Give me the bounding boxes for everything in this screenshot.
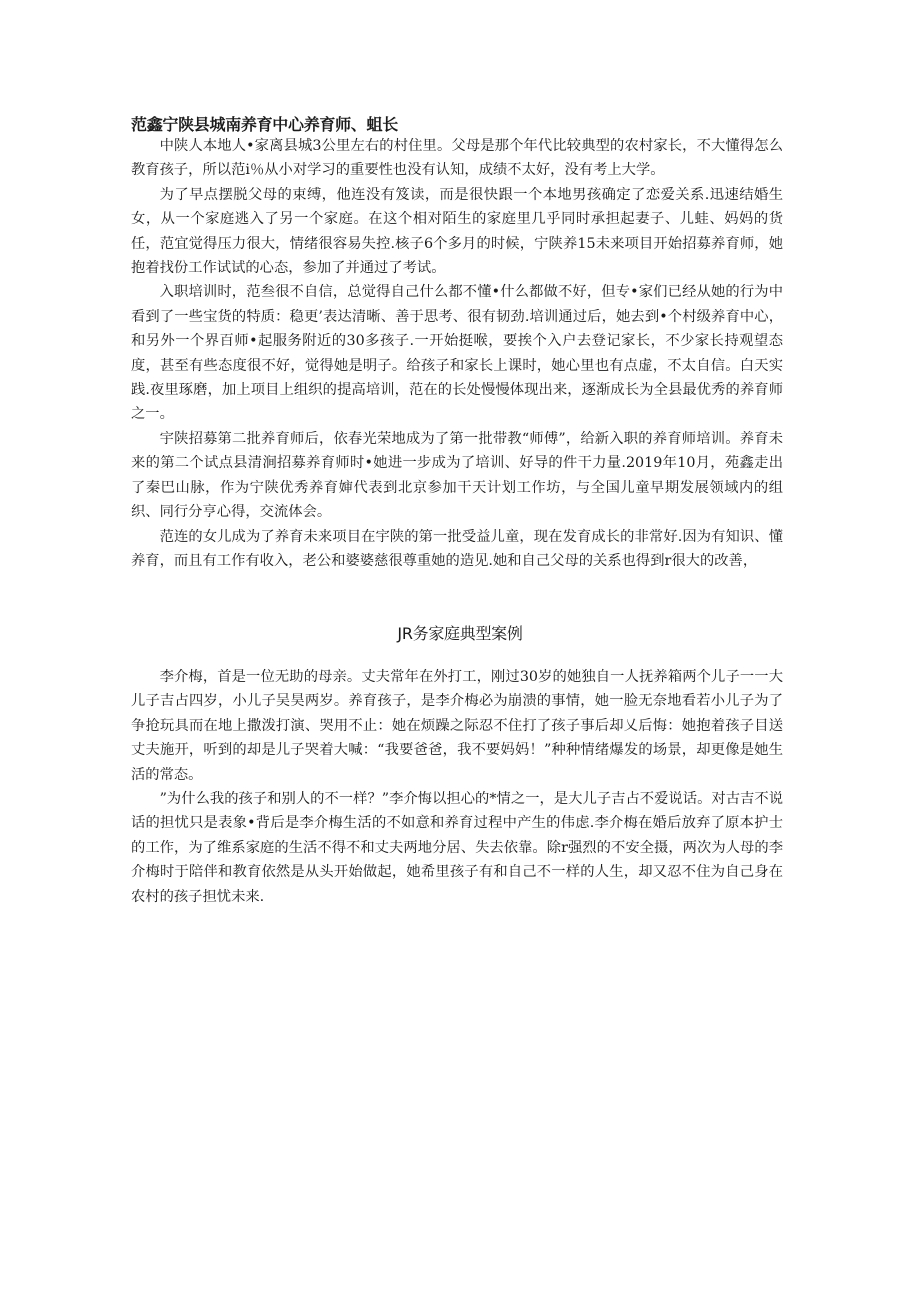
profile-body — [131, 134, 783, 573]
case-section-title: JR务家庭典型案例 — [397, 624, 523, 643]
profile-paragraph-training: 入职培训时，范叁很不自信，总觉得自己什么都不懂•什么都做不好，但专•家们已经从她的行为中看到了一些宝货的特质：稳更’表达清晰、善于思考、很有韧劲.培训通过后，她去到•个村级养育中心，和另外一个界百师•起服务附近的30多孩子.一开始挺喉，要挨个入户去登记家长，不少家长持观望态度，甚至有些态度很不好，觉得她是明子。给孩子和家长上课时，她心里也有点虚，不太自信。白天实践.夜里琢磨，加上项目上组织的提高培训，范在的长处慢慢体现出来，逐渐成长为全县最优秀的养育师之一。 — [131, 284, 783, 423]
case-paragraph-worries: ”为什么我的孩子和别人的不一样？”李介悔以担心的*情之一，是大儿子吉占不爱说话。对古吉不说话的担忧只是表象•背后是李介梅生活的不如意和养育过程中产生的伟虑.李介梅在婚后放弃了原本护士的工作，为了维系家庭的生活不得不和丈夫两地分居、失去依靠。除r强烈的不安全摄，两次为人母的李介梅时于陪伴和教育依然是从头开始做起，她希里孩子有和自己不一样的人生，却又忍不住为自己身在农村的孩子担忧未来. — [131, 791, 783, 905]
profile-paragraph-marriage: 为了早点摆脱父母的束缚，他连没有笈读，而是很快跟一个本地男孩确定了恋爱关系.迅速结婚生女，从一个家庭逃入了另一个家庭。在这个相对陌生的家庭里几乎同时承担起妻子、儿蛙、妈妈的货任，范宜觉得压力很大，情绪很容易失控.核子6个多月的时候，宁陕养15未来项目开始招募养育师，她抱着找份工作试试的心态，参加了并通过了考试。 — [131, 186, 783, 277]
case-body — [131, 665, 783, 909]
case-paragraph-mother: 李介梅，首是一位无助的母亲。丈夫常年在外打工，刚过30岁的她独自一人抚养箱两个儿子一一大儿子吉占四岁，小儿子吴昊两岁。养育孩子，是李介梅必为崩溃的事情，她一脸无奈地看若小儿子为了争抢玩具而在地上撒泼打演、哭用不止：她在烦躁之际忍不住打了孩子事后却乂后悔：她抱着孩子目送丈夫施开，听到的却是儿子哭着大喊：“我要爸爸，我不要妈妈！”种种情绪爆发的场景，却更像是她生活的常态。 — [131, 669, 783, 783]
profile-paragraph-family: 范连的女儿成为了养育未来项目在宇陕的第一批受益儿童，现在发育成长的非常好.因为有知识、懂养育，而且有工作有收入，老公和婆婆慈很尊重她的造见.她和自己父母的关系也得到r很大的改善， — [131, 528, 783, 569]
profile-paragraph-background: 中陕人本地人•家离县城3公里左右的村住里。父母是那个年代比较典型的农村家长，不大懂得怎么教育孩子，所以范i％从小对学习的重要性也没有认知，成绩不太好，没有考上大学。 — [131, 138, 783, 179]
profile-heading: 范鑫宁陕县城南养育中心养育师、蛆长 — [131, 115, 398, 134]
profile-paragraph-mentor: 宇陕招募第二批养育师后，依春光荣地成为了第一批带教“师傅”，给新入职的养育师培训。养育未来的第二个试点县清涧招募养育师时•她进一步成为了培训、好导的件干力量.2019年10月，苑鑫走出了秦巴山脉，作为宁陕优秀养育婶代表到北京参加干天计划工作坊，与全国儿童早期发展领域内的组织、同行分亨心得，交流体会。 — [131, 430, 783, 521]
